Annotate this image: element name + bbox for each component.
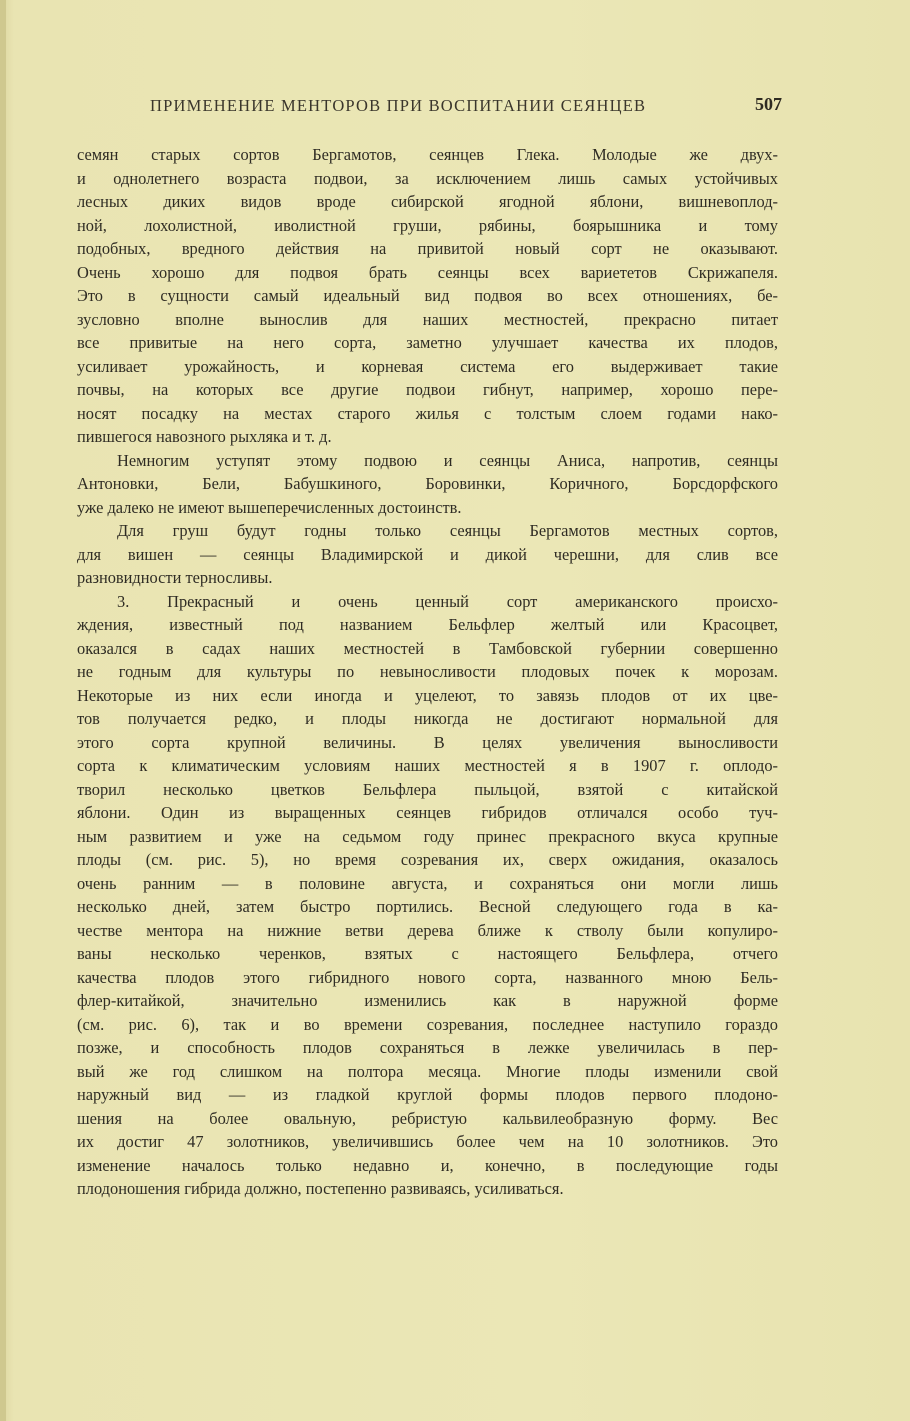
text-line: усиливает урожайность, и корневая система его выдерживает такие [77, 356, 778, 376]
text-line: честве ментора на нижние ветви дерева ближе к стволу были копулиро- [77, 920, 778, 940]
text-line: плодоношения гибрида должно, постепенно развиваясь, усиливаться. [77, 1179, 564, 1198]
text-line: Немногим уступят этому подвою и сеянцы Аниса, напротив, сеянцы [117, 450, 778, 470]
body-text [77, 143, 778, 1201]
text-line: и однолетнего возраста подвои, за исключением лишь самых устойчивых [77, 168, 778, 188]
text-line: ваны несколько черенков, взятых с настоящего Бельфлера, отчего [77, 944, 778, 963]
text-line: оказался в садах наших местностей в Тамбовской губернии совершенно [77, 638, 778, 658]
text-line: для вишен — сеянцы Владимирской и дикой черешни, для слив все [77, 544, 778, 564]
text-line: Очень хорошо для подвоя брать сеянцы всех вариететов Скрижапеля. [77, 262, 778, 282]
text-line: шения на более овальную, ребристую кальвилеобразную форму. Вес [77, 1108, 778, 1128]
text-line: лесных диких видов вроде сибирской ягодной яблони, вишневоплод- [77, 192, 778, 211]
page-number: 507 [755, 94, 782, 114]
text-line: почвы, на которых все другие подвои гибнут, например, хорошо пере- [77, 380, 778, 399]
text-line: уже далеко не имеют вышеперечисленных достоинств. [77, 497, 462, 517]
text-line: флер-китайкой, значительно изменились как в наружной форме [77, 991, 778, 1010]
text-line: изменение началось только недавно и, конечно, в последующие годы [77, 1155, 778, 1175]
page-header [150, 96, 782, 120]
text-line: разновидности терносливы. [77, 568, 273, 587]
text-line: Некоторые из них если иногда и уцелеют, то завязь плодов от их цве- [77, 685, 778, 705]
text-line: яблони. Один из выращенных сеянцев гибридов отличался особо туч- [77, 803, 778, 822]
text-line: зусловно вполне вынослив для наших местностей, прекрасно питает [77, 309, 778, 329]
text-line: сорта к климатическим условиям наших местностей я в 1907 г. оплодо- [77, 756, 778, 775]
text-line: ждения, известный под названием Бельфлер желтый или Красоцвет, [77, 615, 778, 634]
text-line: этого сорта крупной величины. В целях увеличения выносливости [77, 732, 778, 752]
running-title: ПРИМЕНЕНИЕ МЕНТОРОВ ПРИ ВОСПИТАНИИ СЕЯНЦЕВ [150, 96, 647, 115]
text-line: ным развитием и уже на седьмом году принес прекрасного вкуса крупные [77, 826, 778, 846]
text-line: позже, и способность плодов сохраняться в лежке увеличилась в пер- [77, 1038, 778, 1057]
text-line: носят посадку на местах старого жилья с толстым слоем годами нако- [77, 403, 778, 423]
text-line: все привитые на него сорта, заметно улучшает качества их плодов, [77, 333, 778, 352]
text-line: вый же год слишком на полтора месяца. Многие плоды изменили свой [77, 1061, 778, 1081]
text-line: Это в сущности самый идеальный вид подвоя во всех отношениях, бе- [77, 286, 778, 305]
text-line: Антоновки, Бели, Бабушкиного, Боровинки, Коричного, Борсдорфского [77, 474, 778, 493]
text-line: не годным для культуры по невыносливости плодовых почек к морозам. [77, 662, 778, 681]
text-line: тов получается редко, и плоды никогда не достигают нормальной для [77, 709, 778, 728]
text-line: ной, лохолистной, иволистной груши, рябины, боярышника и тому [77, 215, 778, 235]
text-line: несколько дней, затем быстро портились. Весной следующего года в ка- [77, 897, 778, 916]
text-line: наружный вид — из гладкой круглой формы плодов первого плодоно- [77, 1085, 778, 1104]
page-spine-edge [0, 0, 6, 1421]
text-line: их достиг 47 золотников, увеличившись более чем на 10 золотников. Это [77, 1132, 778, 1151]
text-line: Для груш будут годны только сеянцы Бергамотов местных сортов, [117, 521, 778, 540]
text-line: 3. Прекрасный и очень ценный сорт американского происхо- [117, 591, 778, 611]
text-line: подобных, вредного действия на привитой новый сорт не оказывают. [77, 239, 778, 258]
text-line: качества плодов этого гибридного нового сорта, названного мною Бель- [77, 967, 778, 987]
text-line: плоды (см. рис. 5), но время созревания их, сверх ожидания, оказалось [77, 850, 778, 869]
text-line: творил несколько цветков Бельфлера пыльцой, взятой с китайской [77, 779, 778, 799]
text-line: пившегося навозного рыхляка и т. д. [77, 427, 332, 446]
text-line: очень ранним — в половине августа, и сохраняться они могли лишь [77, 873, 778, 893]
text-line: (см. рис. 6), так и во времени созревания, последнее наступило гораздо [77, 1014, 778, 1034]
text-line: семян старых сортов Бергамотов, сеянцев Глека. Молодые же двух- [77, 145, 778, 164]
